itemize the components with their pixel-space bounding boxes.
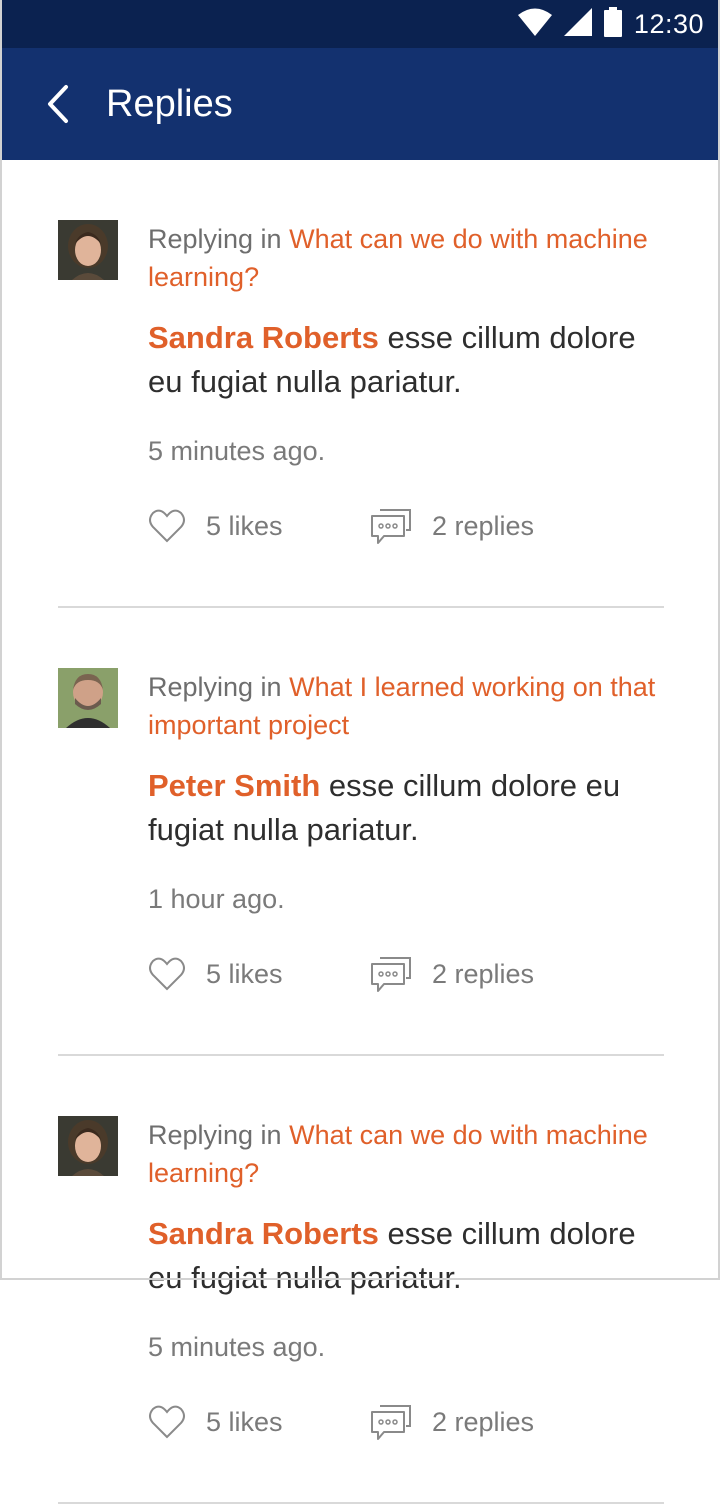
reply-content <box>148 668 668 918</box>
avatar[interactable] <box>58 668 118 728</box>
like-button[interactable] <box>148 952 283 996</box>
message-text: esse cillum dolore eu fugiat nulla pariatur. <box>148 768 621 847</box>
replies-button[interactable] <box>370 1400 534 1444</box>
heart-icon <box>148 956 186 992</box>
status-bar <box>0 0 720 48</box>
app-bar <box>0 48 720 160</box>
reply-content <box>148 1116 668 1366</box>
likes-count: 5 likes <box>206 958 283 989</box>
timestamp: 1 hour ago. <box>148 884 285 914</box>
replies-button[interactable] <box>370 952 534 996</box>
avatar[interactable] <box>58 220 118 280</box>
replies-count: 2 replies <box>432 510 535 541</box>
status-icons <box>518 0 704 48</box>
reply-item <box>0 1056 720 1504</box>
woman-avatar-icon <box>58 220 118 280</box>
timestamp: 5 minutes ago. <box>148 1332 326 1362</box>
reply-message <box>148 764 668 852</box>
like-button[interactable] <box>148 504 283 548</box>
thread-link[interactable]: What can we do with machine learning? <box>148 224 648 292</box>
thread-link[interactable]: What I learned working on that important project <box>148 672 656 740</box>
reply-actions <box>148 504 668 548</box>
replying-prefix: Replying in <box>148 1120 282 1150</box>
reply-message <box>148 316 668 404</box>
heart-icon <box>148 1404 186 1440</box>
reply-actions <box>148 1400 668 1444</box>
signal-icon <box>564 8 592 41</box>
heart-icon <box>148 508 186 544</box>
timestamp: 5 minutes ago. <box>148 436 326 466</box>
like-button[interactable] <box>148 1400 283 1444</box>
man-avatar-icon <box>58 668 118 728</box>
page-title: Replies <box>106 83 233 125</box>
message-text: esse cillum dolore eu fugiat nulla pariatur. <box>148 1216 636 1295</box>
likes-count: 5 likes <box>206 1406 283 1437</box>
replying-line <box>148 220 668 296</box>
reply-actions <box>148 952 668 996</box>
reply-item <box>0 160 720 608</box>
comment-bubbles-icon <box>370 506 412 546</box>
likes-count: 5 likes <box>206 510 283 541</box>
reply-content <box>148 220 668 470</box>
replies-button[interactable] <box>370 504 534 548</box>
replying-prefix: Replying in <box>148 672 282 702</box>
author-name[interactable]: Peter Smith <box>148 768 321 803</box>
comment-bubbles-icon <box>370 1402 412 1442</box>
replies-feed[interactable] <box>0 160 720 1437</box>
back-button[interactable] <box>30 76 86 132</box>
replies-count: 2 replies <box>432 958 535 989</box>
thread-link[interactable]: What can we do with machine learning? <box>148 1120 648 1188</box>
replying-line <box>148 668 668 744</box>
replies-count: 2 replies <box>432 1406 535 1437</box>
chevron-left-icon <box>46 84 70 124</box>
replying-prefix: Replying in <box>148 224 282 254</box>
wifi-icon <box>518 8 552 41</box>
comment-bubbles-icon <box>370 954 412 994</box>
replying-line <box>148 1116 668 1192</box>
status-time: 12:30 <box>633 8 704 39</box>
author-name[interactable]: Sandra Roberts <box>148 1216 379 1251</box>
reply-item <box>0 608 720 1056</box>
author-name[interactable]: Sandra Roberts <box>148 320 379 355</box>
reply-message <box>148 1212 668 1300</box>
battery-icon <box>604 7 622 42</box>
message-text: esse cillum dolore eu fugiat nulla pariatur. <box>148 320 636 399</box>
avatar[interactable] <box>58 1116 118 1176</box>
woman-avatar-icon <box>58 1116 118 1176</box>
